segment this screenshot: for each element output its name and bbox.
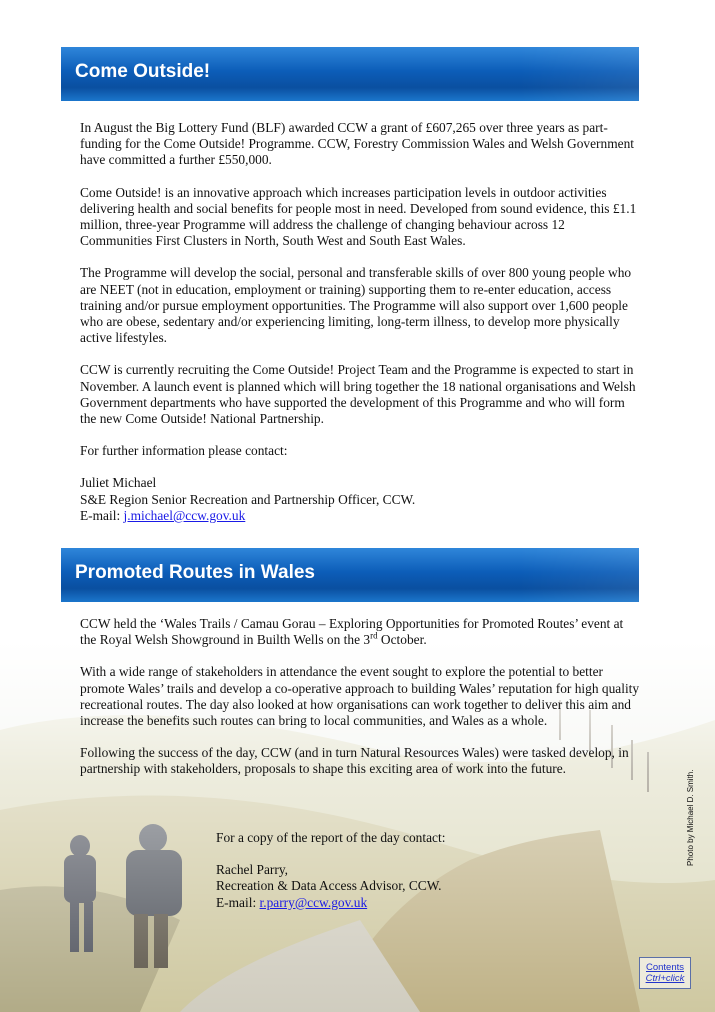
- ctrl-click-hint[interactable]: Ctrl+click: [645, 973, 685, 984]
- report-contact: [216, 830, 636, 911]
- paragraph-text: CCW held the ‘Wales Trails / Camau Gorau – Exploring Opportunities for Promoted Routes’ event at the Royal Welsh Showground in Builth Wells on the 3: [80, 616, 624, 648]
- paragraph: For further information please contact:: [80, 443, 288, 459]
- section-title: Come Outside!: [75, 61, 211, 82]
- email-label: E-mail:: [80, 507, 124, 523]
- email-label: E-mail:: [216, 894, 260, 910]
- come-outside-body: [80, 120, 640, 524]
- contact-role: S&E Region Senior Recreation and Partnership Officer, CCW.: [80, 491, 416, 507]
- contact-email-line: [216, 895, 636, 911]
- ordinal-suffix: rd: [370, 630, 378, 641]
- email-link[interactable]: r.parry@ccw.gov.uk: [259, 894, 368, 910]
- contact-role: Recreation & Data Access Advisor, CCW.: [216, 878, 442, 894]
- paragraph: The Programme will develop the social, personal and transferable skills of over 800 young people who are NEET (not in education, employment or training) supporting them to re-enter education, access training and/or pursue employment opportunities. The Programme will also support over 1,600 people who are obese, sedentary and/or experiencing limiting, long-term illness, to develop more physically active lifestyles.: [80, 265, 632, 346]
- section-title: Promoted Routes in Wales: [75, 562, 315, 583]
- photo-credit: Photo by Michael D. Smith.: [686, 769, 695, 866]
- paragraph: With a wide range of stakeholders in attendance the event sought to explore the potential to better promote Wales’ trails and develop a co-operative approach to building Wales’ reputation for high quality recreational routes. The day also looked at how organisations can work together to deliver this aim and increase the benefits such routes can bring to local communities, and Wales as a whole.: [80, 664, 640, 729]
- paragraph: CCW is currently recruiting the Come Outside! Project Team and the Programme is expected to start in November. A launch event is planned which will bring together the 18 national organisations and Welsh Government departments who have supported the development of this Programme and who will form the new Come Outside! National Partnership.: [80, 362, 636, 427]
- contact-name: Rachel Parry,: [216, 862, 289, 878]
- contact-email-line: [80, 508, 640, 524]
- paragraph-text-end: October.: [377, 632, 427, 648]
- contents-link-box[interactable]: [639, 957, 691, 989]
- section-banner-promoted-routes: [61, 548, 639, 602]
- email-link[interactable]: j.michael@ccw.gov.uk: [123, 507, 246, 523]
- promoted-routes-body: [80, 616, 640, 794]
- contact-intro: For a copy of the report of the day contact:: [216, 830, 446, 845]
- banner-sheen: [519, 47, 639, 101]
- paragraph: Come Outside! is an innovative approach which increases participation levels in outdoor activities delivering health and social benefits for people most in need. Developed from sound evidence, this £1.1 million, three-year Programme will address the challenge of changing behaviour across 12 Communities First Clusters in North, South West and South East Wales.: [80, 184, 637, 249]
- banner-sheen: [519, 548, 639, 602]
- paragraph: In August the Big Lottery Fund (BLF) awarded CCW a grant of £607,265 over three years as part-funding for the Come Outside! Programme. CCW, Forestry Commission Wales and Welsh Government have committed a further £550,000.: [80, 120, 634, 168]
- paragraph: [80, 616, 640, 648]
- paragraph: Following the success of the day, CCW (and in turn Natural Resources Wales) were tasked develop, in partnership with stakeholders, proposals to shape this exciting area of work into the future.: [80, 745, 629, 777]
- section-banner-come-outside: [61, 47, 639, 101]
- contents-link[interactable]: Contents: [645, 962, 685, 973]
- contact-name: Juliet Michael: [80, 475, 157, 491]
